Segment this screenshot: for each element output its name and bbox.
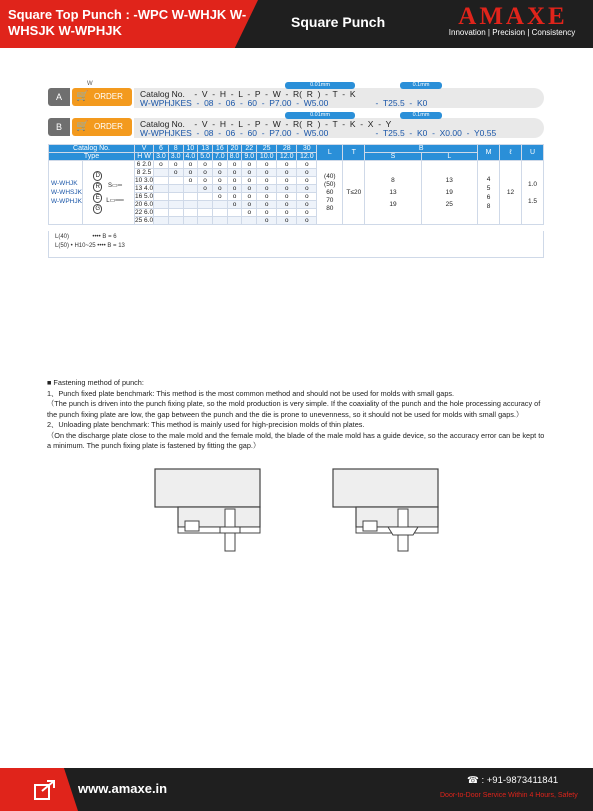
availability-mark: o [242,161,257,169]
table-note: L(50) • H10~25 •••• B = 13 [55,243,125,249]
table-header-w-value: 8.0 [227,153,242,161]
availability-mark: o [257,185,277,193]
brand-tagline: Innovation | Precision | Consistency [448,28,576,37]
availability-mark [154,193,169,201]
availability-mark [168,177,183,185]
spec-table [48,144,544,225]
availability-mark: o [277,217,297,225]
fastening-paragraph: （On the discharge plate close to the male mold and the female mold, the blade of the male mold has a guide device, so the accuracy error can be kept to a minimum. The punch fixing plate is fastened by fitting the gap.） [47,430,545,450]
availability-mark: o [297,209,317,217]
availability-mark: o [212,177,227,185]
availability-mark: o [183,161,198,169]
shape-letter: D [93,171,102,181]
table-header-v-value: 8 [168,145,183,153]
availability-mark: o [212,193,227,201]
catalog-format: Catalog No. - V - H - L - P - W - R( R ) - T - K [140,89,356,99]
precision-tag: 0.1mm [400,82,442,89]
diagram-guide [388,527,418,535]
availability-mark [212,209,227,217]
order-letter: B [48,118,70,136]
availability-mark [168,185,183,193]
table-header-v-value: 13 [198,145,213,153]
shape-letter: R [93,182,102,192]
availability-mark [227,217,242,225]
table-header-w-value: 7.0 [212,153,227,161]
availability-mark: o [242,185,257,193]
table-header-v-value: 30 [297,145,317,153]
table-header-hw [135,153,154,161]
type-name: W-WPHJK [51,198,82,205]
shape-cell [83,161,135,225]
availability-mark [198,217,213,225]
availability-mark [183,209,198,217]
availability-mark: o [297,193,317,201]
availability-mark: o [242,193,257,201]
order-row-b [48,112,548,138]
availability-mark [212,217,227,225]
vh-cell: 6 2.0 [135,161,154,169]
availability-mark: o [168,169,183,177]
type-name: W-WHJK [51,180,78,187]
table-header-w-value: 3.0 [154,153,169,161]
page-footer [0,768,593,811]
availability-mark: o [277,161,297,169]
availability-mark [242,217,257,225]
table-header-w: W [144,153,151,160]
availability-mark: o [297,217,317,225]
order-button-label: ORDER [94,122,123,131]
shape-letter: G [93,204,102,214]
section-title: Square Punch [291,14,386,30]
fastening-section [47,378,547,452]
order-row-a [48,82,548,108]
vh-cell: 13 4.0 [135,185,154,192]
brand-logo: AMAXE [458,3,568,30]
unloading-plate-diagram [328,465,448,557]
availability-mark [183,217,198,225]
availability-mark: o [257,161,277,169]
service-note: Door-to-Door Service Within 4 Hours, Safety [440,792,578,799]
table-header-b-s: S [365,153,421,161]
availability-mark [183,201,198,209]
catalog-format: Catalog No. - V - H - L - P - W - R( R ) - T - K - X - Y [140,119,392,129]
table-header-w-value: 12.0 [277,153,297,161]
availability-mark: o [168,161,183,169]
page-header [0,0,593,48]
availability-mark [154,209,169,217]
availability-mark: o [198,169,213,177]
availability-mark: o [242,169,257,177]
precision-tag: 0.01mm [285,82,355,89]
availability-mark [168,193,183,201]
cart-icon: 🛒 [76,91,89,102]
cart-icon: 🛒 [76,121,89,132]
availability-mark [154,201,169,209]
order-button[interactable] [72,118,132,136]
availability-mark: o [242,177,257,185]
availability-mark: o [297,185,317,193]
vh-cell: 8 2.5 [135,169,154,177]
table-header-v-value: 10 [183,145,198,153]
availability-mark: o [242,209,257,217]
table-header-w-value: 9.0 [242,153,257,161]
availability-mark: o [242,201,257,209]
table-header-v: V [135,145,154,153]
availability-mark: o [154,161,169,169]
fastening-paragraph: （The punch is driven into the punch fixing plate, so the mold production is very simple. If the coaxiality of the punch and the hole processing accuracy of the punch fixing plate are low, the gap between the punch and the die is prone to unevenness, so it should not be used for molds with small gaps.） [47,399,541,419]
table-header-v-value: 25 [257,145,277,153]
footer-red-banner [0,768,78,811]
table-header-ell: ℓ [500,145,522,161]
table-header-h: H [137,153,143,160]
availability-mark: o [277,177,297,185]
availability-mark [212,201,227,209]
availability-mark: o [297,161,317,169]
vh-cell: 20 6.0 [135,201,154,208]
diagram-punch [220,527,240,533]
availability-mark [198,209,213,217]
availability-mark: o [227,193,242,201]
diagram-punch [363,521,377,531]
b-l-values: 13 19 25 [421,161,477,225]
availability-mark: o [277,209,297,217]
availability-mark: o [257,201,277,209]
availability-mark: o [227,169,242,177]
table-header-type: Type [49,153,135,161]
availability-mark: o [227,185,242,193]
punch-plate-diagram [150,465,270,557]
share-icon [34,779,56,801]
vh-cell: 16 5.0 [135,193,154,200]
availability-mark [168,209,183,217]
table-notes [48,231,544,258]
availability-mark: o [297,201,317,209]
availability-mark: o [227,161,242,169]
availability-mark: o [212,185,227,193]
availability-mark [183,185,198,193]
availability-mark: o [198,177,213,185]
table-header-b-l: L [421,153,477,161]
l-values: (40) (50) 60 70 80 [317,161,343,225]
table-header-w-value: 5.0 [198,153,213,161]
table-header-w-value: 4.0 [183,153,198,161]
availability-mark: o [277,201,297,209]
availability-mark: o [277,193,297,201]
table-header-catalog: Catalog No. [49,145,135,153]
t-value: T≤20 [343,161,365,225]
availability-mark [198,193,213,201]
table-header-v-value: 16 [212,145,227,153]
table-header-v-value: 22 [242,145,257,153]
order-button-label: ORDER [94,92,123,101]
phone-number[interactable]: ☎ : +91-9873411841 [467,775,559,786]
table-header-w-value: 3.0 [168,153,183,161]
table-header-w-value: 12.0 [297,153,317,161]
table-header-m: M [478,145,500,161]
order-letter: A [48,88,70,106]
diagram-punch [185,521,199,531]
availability-mark: o [198,185,213,193]
availability-mark: o [183,177,198,185]
table-header-u: U [522,145,544,161]
type-name: W-WHSJK [51,189,82,196]
table-header-v-value: 20 [227,145,242,153]
table-header-v-value: 28 [277,145,297,153]
table-header-v-value: 6 [154,145,169,153]
availability-mark: o [297,177,317,185]
availability-mark: o [212,169,227,177]
availability-mark: o [257,177,277,185]
shape-letter: E [93,193,102,203]
availability-mark [154,185,169,193]
availability-mark [154,169,169,177]
vh-cell: 22 6.0 [135,209,154,216]
availability-mark: o [257,209,277,217]
availability-mark: o [183,169,198,177]
w-mark: W [87,81,93,87]
table-header-w-value: 10.0 [257,153,277,161]
table-header-t: T [343,145,365,161]
availability-mark [154,177,169,185]
diagram-plate [333,469,438,507]
page-title: Square Top Punch : -WPC W-WHJK W-WHSJK W-WPHJK [8,7,247,38]
website-link[interactable]: www.amaxe.in [78,781,168,796]
availability-mark [154,217,169,225]
table-row [49,161,544,169]
order-button[interactable] [72,88,132,106]
type-list [49,161,83,225]
precision-tag: 0.1mm [400,112,442,119]
catalog-example: W-WPHJKES - 08 - 06 - 60 - P7.00 - W5.00 - T25.5 - K0 - X0.00 - Y0.55 [140,128,497,138]
precision-tag: 0.01mm [285,112,355,119]
fastening-paragraph: 1、Punch fixed plate benchmark: This method is the most common method and should not be used for molds with small gaps. [47,388,455,398]
availability-mark [227,209,242,217]
table-note: L(40) •••• B = 6 [55,234,117,240]
availability-mark: o [227,177,242,185]
availability-mark: o [257,217,277,225]
s-shape-icon: S▭═ [108,182,122,189]
availability-mark: o [297,169,317,177]
vh-cell: 25 6.0 [135,217,154,224]
availability-mark: o [198,161,213,169]
availability-mark: o [257,193,277,201]
availability-mark: o [257,169,277,177]
availability-mark: o [212,161,227,169]
ell-value: 12 [500,161,522,225]
l-shape-icon: L▭══ [106,197,124,204]
diagram-plate [155,469,260,507]
b-s-values: 8 13 19 [365,161,421,225]
m-values: 4 5 6 8 [478,161,500,225]
table-header-l: L [317,145,343,161]
u-values: 1.0 1.5 [522,161,544,225]
availability-mark [198,201,213,209]
availability-mark [183,193,198,201]
vh-cell: 10 3.0 [135,177,154,184]
availability-mark: o [277,169,297,177]
catalog-example: W-WPHJKES - 08 - 06 - 60 - P7.00 - W5.00 - T25.5 - K0 [140,98,428,108]
availability-mark: o [227,201,242,209]
fastening-heading: ■ Fastening method of punch: [47,378,144,387]
availability-mark: o [277,185,297,193]
availability-mark [168,217,183,225]
table-header-b: B [365,145,478,153]
availability-mark [168,201,183,209]
fastening-paragraph: 2、Unloading plate benchmark: This method is mainly used for high-precision molds of thin plates. [47,420,365,429]
